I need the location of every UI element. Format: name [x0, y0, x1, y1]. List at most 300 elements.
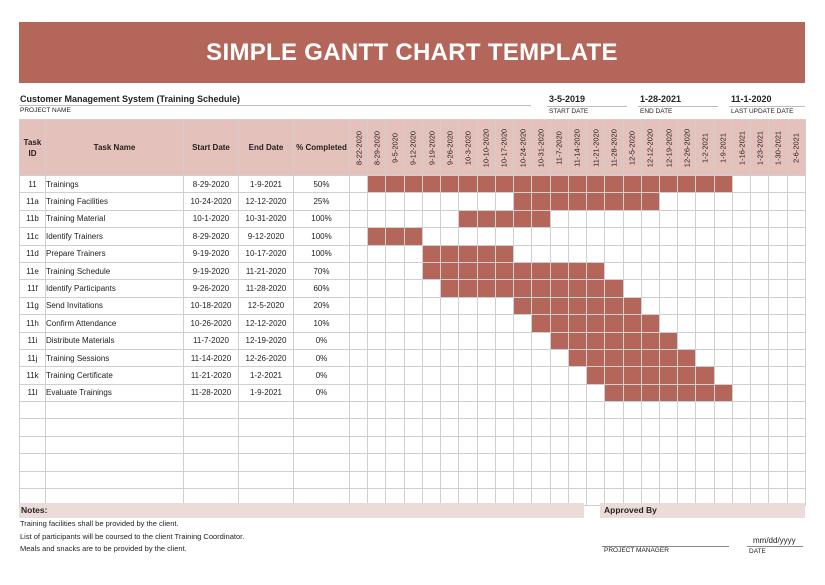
task-percent-cell: 100% [294, 228, 350, 245]
empty-cell [550, 471, 568, 488]
gantt-bar-cell [514, 210, 532, 227]
empty-cell [568, 471, 586, 488]
timeline-cell [714, 349, 732, 366]
timeline-cell [696, 193, 714, 210]
empty-cell [568, 402, 586, 419]
timeline-cell [659, 297, 677, 314]
gantt-bar-cell [568, 176, 586, 193]
timeline-cell [386, 315, 404, 332]
gantt-bar-cell [532, 193, 550, 210]
timeline-cell [769, 176, 787, 193]
task-start-date-cell: 9-26-2020 [184, 280, 239, 297]
gantt-bar-cell [587, 367, 605, 384]
empty-cell [623, 454, 641, 471]
timeline-cell [787, 332, 805, 349]
gantt-bar-cell [659, 176, 677, 193]
empty-cell [751, 419, 769, 436]
project-name-underline [19, 105, 531, 106]
timeline-date-header [714, 120, 732, 176]
empty-cell [659, 402, 677, 419]
timeline-cell [386, 280, 404, 297]
task-id-cell: 11e [20, 262, 46, 279]
empty-cell [787, 471, 805, 488]
empty-cell [404, 419, 422, 436]
timeline-date-header [477, 120, 495, 176]
timeline-cell [404, 367, 422, 384]
timeline-cell [532, 367, 550, 384]
empty-cell [46, 419, 184, 436]
empty-cell [368, 419, 386, 436]
gantt-bar-cell [605, 332, 623, 349]
timeline-cell [550, 210, 568, 227]
timeline-date-header [550, 120, 568, 176]
timeline-cell [769, 384, 787, 401]
start-date-value: 3-5-2019 [549, 94, 586, 104]
gantt-bar-cell [659, 332, 677, 349]
timeline-cell [404, 280, 422, 297]
empty-cell [532, 419, 550, 436]
timeline-cell [441, 349, 459, 366]
timeline-cell [787, 367, 805, 384]
timeline-cell [350, 262, 368, 279]
empty-cell [184, 419, 239, 436]
timeline-cell [659, 262, 677, 279]
timeline-cell [751, 176, 769, 193]
task-id-cell: 11 [20, 176, 46, 193]
timeline-date-header [495, 120, 513, 176]
gantt-bar-cell [386, 228, 404, 245]
empty-cell [459, 419, 477, 436]
gantt-bar-cell [495, 245, 513, 262]
timeline-date-label: 1-23-2021 [755, 130, 765, 165]
task-percent-cell: 0% [294, 384, 350, 401]
empty-cell [459, 402, 477, 419]
timeline-cell [732, 349, 750, 366]
empty-cell [732, 419, 750, 436]
gantt-bar-cell [422, 176, 440, 193]
gantt-bar-cell [605, 176, 623, 193]
timeline-date-label: 12-19-2020 [664, 128, 674, 167]
timeline-cell [696, 280, 714, 297]
timeline-cell [532, 332, 550, 349]
task-id-cell: 11j [20, 349, 46, 366]
empty-cell [495, 402, 513, 419]
gantt-bar-cell [368, 176, 386, 193]
empty-cell [587, 436, 605, 453]
task-row [20, 210, 806, 227]
gantt-bar-cell [641, 176, 659, 193]
task-end-date-cell: 11-21-2020 [239, 262, 294, 279]
task-row [20, 297, 806, 314]
timeline-date-label: 1-30-2021 [773, 130, 783, 165]
empty-cell [422, 471, 440, 488]
empty-cell [514, 436, 532, 453]
timeline-date-header [514, 120, 532, 176]
gantt-bar-cell [514, 297, 532, 314]
timeline-cell [368, 262, 386, 279]
timeline-cell [696, 228, 714, 245]
empty-cell [787, 436, 805, 453]
empty-cell [568, 436, 586, 453]
timeline-cell [769, 262, 787, 279]
timeline-cell [441, 193, 459, 210]
approved-by-title: Approved By [604, 505, 657, 515]
task-row [20, 384, 806, 401]
timeline-cell [659, 315, 677, 332]
task-name-cell: Prepare Trainers [46, 245, 184, 262]
task-row [20, 245, 806, 262]
timeline-date-header [368, 120, 386, 176]
timeline-cell [751, 367, 769, 384]
empty-cell [751, 436, 769, 453]
timeline-cell [787, 315, 805, 332]
gantt-bar-cell [532, 280, 550, 297]
gantt-bar-cell [514, 176, 532, 193]
timeline-cell [696, 245, 714, 262]
task-row [20, 349, 806, 366]
empty-cell [769, 471, 787, 488]
timeline-date-label: 1-2-2021 [700, 132, 710, 163]
timeline-date-header [678, 120, 696, 176]
header-row [20, 120, 806, 176]
gantt-bar-cell [532, 176, 550, 193]
timeline-cell [386, 262, 404, 279]
timeline-cell [350, 210, 368, 227]
gantt-bar-cell [605, 367, 623, 384]
gantt-bar-cell [459, 210, 477, 227]
task-name-cell: Training Facilities [46, 193, 184, 210]
timeline-cell [459, 367, 477, 384]
empty-cell [769, 454, 787, 471]
empty-cell [20, 471, 46, 488]
gantt-bar-cell [495, 210, 513, 227]
timeline-cell [477, 384, 495, 401]
timeline-cell [641, 228, 659, 245]
timeline-cell [404, 349, 422, 366]
timeline-date-header [350, 120, 368, 176]
timeline-cell [404, 262, 422, 279]
gantt-bar-cell [568, 297, 586, 314]
task-name-cell: Confirm Attendance [46, 315, 184, 332]
task-end-date-cell: 12-19-2020 [239, 332, 294, 349]
task-end-date-cell: 12-12-2020 [239, 315, 294, 332]
gantt-bar-cell [404, 176, 422, 193]
gantt-bar-cell [368, 228, 386, 245]
timeline-cell [769, 210, 787, 227]
gantt-bar-cell [605, 193, 623, 210]
task-name-cell: Training Certificate [46, 367, 184, 384]
timeline-cell [477, 193, 495, 210]
timeline-cell [605, 210, 623, 227]
timeline-date-label: 9-12-2020 [408, 130, 418, 165]
empty-cell [294, 454, 350, 471]
timeline-cell [751, 193, 769, 210]
empty-cell [477, 419, 495, 436]
task-start-date-cell: 11-21-2020 [184, 367, 239, 384]
empty-cell [459, 436, 477, 453]
timeline-date-label: 11-7-2020 [554, 130, 564, 165]
task-name-cell: Training Sessions [46, 349, 184, 366]
timeline-cell [751, 384, 769, 401]
timeline-cell [568, 245, 586, 262]
empty-cell [605, 436, 623, 453]
timeline-cell [769, 245, 787, 262]
empty-cell [678, 419, 696, 436]
empty-cell [477, 402, 495, 419]
gantt-bar-cell [532, 210, 550, 227]
timeline-cell [696, 297, 714, 314]
empty-cell [386, 419, 404, 436]
timeline-cell [368, 315, 386, 332]
gantt-bar-cell [550, 262, 568, 279]
timeline-cell [386, 367, 404, 384]
empty-cell [696, 454, 714, 471]
project-manager-label: PROJECT MANAGER [604, 547, 669, 554]
gantt-bar-cell [678, 349, 696, 366]
timeline-cell [732, 384, 750, 401]
timeline-cell [477, 297, 495, 314]
task-name-cell: Send Invitations [46, 297, 184, 314]
empty-cell [787, 402, 805, 419]
empty-cell [714, 471, 732, 488]
timeline-cell [732, 228, 750, 245]
empty-cell [441, 454, 459, 471]
gantt-bar-cell [568, 349, 586, 366]
end-date-label: END DATE [640, 108, 673, 115]
timeline-cell [769, 193, 787, 210]
timeline-cell [495, 332, 513, 349]
gantt-bar-cell [605, 384, 623, 401]
timeline-cell [495, 349, 513, 366]
empty-cell [441, 471, 459, 488]
timeline-cell [459, 315, 477, 332]
empty-cell [422, 454, 440, 471]
empty-cell [769, 419, 787, 436]
project-name-value: Customer Management System (Training Schedule) [20, 94, 241, 104]
timeline-cell [441, 297, 459, 314]
timeline-cell [422, 210, 440, 227]
timeline-cell [696, 332, 714, 349]
empty-cell [422, 419, 440, 436]
timeline-cell [568, 367, 586, 384]
timeline-date-label: 11-28-2020 [609, 128, 619, 167]
task-start-date-cell: 11-14-2020 [184, 349, 239, 366]
timeline-cell [368, 384, 386, 401]
timeline-date-label: 9-26-2020 [445, 130, 455, 165]
task-percent-cell: 0% [294, 367, 350, 384]
empty-cell [605, 454, 623, 471]
timeline-cell [350, 228, 368, 245]
gantt-bar-cell [587, 349, 605, 366]
gantt-bar-cell [587, 262, 605, 279]
timeline-cell [532, 245, 550, 262]
gantt-bar-cell [459, 280, 477, 297]
timeline-date-header [769, 120, 787, 176]
empty-cell [605, 471, 623, 488]
timeline-cell [623, 262, 641, 279]
notes-title: Notes: [21, 505, 48, 515]
empty-cell [495, 436, 513, 453]
gantt-bar-cell [678, 176, 696, 193]
empty-cell [787, 454, 805, 471]
timeline-cell [568, 210, 586, 227]
empty-cell [696, 419, 714, 436]
timeline-cell [350, 245, 368, 262]
gantt-bar-cell [459, 176, 477, 193]
timeline-cell [368, 245, 386, 262]
timeline-cell [404, 193, 422, 210]
timeline-cell [787, 228, 805, 245]
gantt-bar-cell [623, 193, 641, 210]
task-percent-cell: 100% [294, 245, 350, 262]
header-start-date: Start Date [184, 120, 239, 176]
empty-cell [239, 454, 294, 471]
timeline-date-label: 2-6-2021 [791, 132, 801, 163]
empty-cell [184, 402, 239, 419]
gantt-bar-cell [532, 262, 550, 279]
timeline-cell [422, 332, 440, 349]
empty-cell [404, 436, 422, 453]
gantt-bar-cell [659, 384, 677, 401]
timeline-cell [732, 210, 750, 227]
timeline-cell [532, 384, 550, 401]
gantt-bar-cell [550, 280, 568, 297]
gantt-bar-cell [550, 315, 568, 332]
empty-cell [568, 454, 586, 471]
timeline-cell [732, 280, 750, 297]
timeline-date-header [441, 120, 459, 176]
timeline-cell [477, 315, 495, 332]
task-row [20, 332, 806, 349]
gantt-bar-cell [641, 193, 659, 210]
empty-row [20, 436, 806, 453]
timeline-cell [769, 367, 787, 384]
timeline-cell [422, 384, 440, 401]
empty-cell [386, 402, 404, 419]
task-row [20, 262, 806, 279]
header-end-date: End Date [239, 120, 294, 176]
gantt-table [19, 119, 806, 506]
empty-cell [532, 436, 550, 453]
gantt-bar-cell [514, 193, 532, 210]
empty-cell [404, 402, 422, 419]
gantt-bar-cell [477, 245, 495, 262]
empty-cell [422, 402, 440, 419]
timeline-cell [532, 349, 550, 366]
gantt-bar-cell [587, 332, 605, 349]
task-end-date-cell: 10-31-2020 [239, 210, 294, 227]
end-date-value: 1-28-2021 [640, 94, 682, 104]
task-start-date-cell: 9-19-2020 [184, 245, 239, 262]
timeline-cell [678, 262, 696, 279]
timeline-cell [714, 262, 732, 279]
empty-cell [587, 454, 605, 471]
timeline-cell [441, 228, 459, 245]
timeline-cell [787, 193, 805, 210]
timeline-cell [350, 280, 368, 297]
task-start-date-cell: 9-19-2020 [184, 262, 239, 279]
empty-cell [495, 454, 513, 471]
empty-cell [732, 471, 750, 488]
timeline-cell [787, 384, 805, 401]
timeline-cell [641, 210, 659, 227]
task-row [20, 367, 806, 384]
timeline-cell [678, 210, 696, 227]
gantt-bar-cell [587, 280, 605, 297]
empty-cell [441, 436, 459, 453]
timeline-cell [769, 228, 787, 245]
task-id-cell: 11i [20, 332, 46, 349]
timeline-cell [769, 332, 787, 349]
task-percent-cell: 20% [294, 297, 350, 314]
empty-cell [714, 402, 732, 419]
empty-cell [477, 471, 495, 488]
timeline-cell [422, 228, 440, 245]
timeline-cell [641, 280, 659, 297]
gantt-bar-cell [641, 349, 659, 366]
timeline-cell [623, 280, 641, 297]
timeline-cell [459, 332, 477, 349]
empty-cell [623, 436, 641, 453]
timeline-cell [751, 245, 769, 262]
timeline-cell [514, 349, 532, 366]
gantt-bar-cell [441, 262, 459, 279]
empty-cell [350, 471, 368, 488]
timeline-date-label: 10-17-2020 [499, 128, 509, 167]
timeline-cell [386, 297, 404, 314]
task-end-date-cell: 1-2-2021 [239, 367, 294, 384]
timeline-cell [368, 210, 386, 227]
gantt-bar-cell [477, 262, 495, 279]
timeline-cell [787, 262, 805, 279]
timeline-cell [659, 228, 677, 245]
gantt-bar-cell [678, 367, 696, 384]
timeline-cell [514, 315, 532, 332]
timeline-cell [422, 280, 440, 297]
start-date-label: START DATE [549, 108, 589, 115]
empty-cell [350, 419, 368, 436]
empty-cell [459, 471, 477, 488]
start-date-underline [547, 106, 627, 107]
empty-cell [550, 402, 568, 419]
timeline-cell [732, 176, 750, 193]
gantt-bar-cell [696, 384, 714, 401]
timeline-cell [659, 245, 677, 262]
gantt-bar-cell [659, 367, 677, 384]
timeline-cell [422, 315, 440, 332]
empty-cell [532, 402, 550, 419]
timeline-cell [714, 332, 732, 349]
empty-cell [368, 471, 386, 488]
timeline-cell [368, 297, 386, 314]
gantt-bar-cell [422, 262, 440, 279]
timeline-cell [550, 349, 568, 366]
empty-cell [696, 436, 714, 453]
empty-cell [239, 471, 294, 488]
timeline-cell [605, 245, 623, 262]
timeline-date-label: 12-5-2020 [627, 130, 637, 165]
empty-cell [294, 419, 350, 436]
empty-cell [514, 402, 532, 419]
empty-cell [404, 454, 422, 471]
empty-cell [477, 454, 495, 471]
empty-cell [751, 402, 769, 419]
timeline-cell [422, 367, 440, 384]
empty-cell [46, 454, 184, 471]
timeline-cell [350, 176, 368, 193]
gantt-bar-cell [623, 297, 641, 314]
gantt-bar-cell [623, 332, 641, 349]
